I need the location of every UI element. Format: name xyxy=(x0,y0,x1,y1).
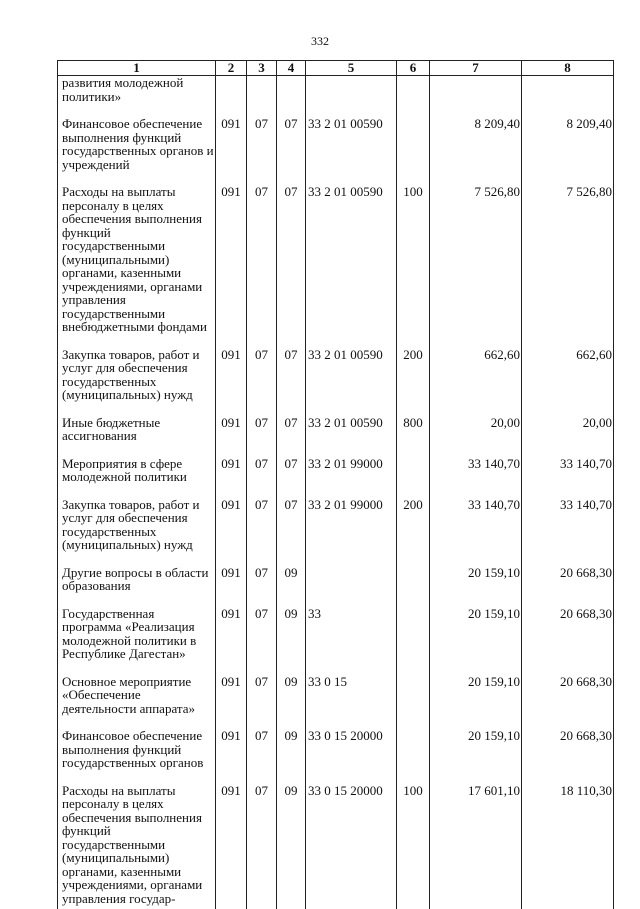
row-name: Расходы на выплаты персоналу в целях обеспечения выполнения функций государственными (муниципальными) органами, казенными учреждениями, органами управления государ- xyxy=(58,784,216,909)
row-name: Государственная программа «Реализация молодежной политики в Республике Дагестан» xyxy=(58,607,216,675)
page-number: 332 xyxy=(0,34,640,49)
amount-col7: 20 159,10 xyxy=(430,607,522,675)
expense-type xyxy=(397,675,430,730)
amount-col7: 33 140,70 xyxy=(430,498,522,566)
amount-col8: 33 140,70 xyxy=(522,498,614,566)
column-header: 3 xyxy=(247,61,277,76)
amount-col7: 17 601,10 xyxy=(430,784,522,909)
admin-code: 091 xyxy=(216,348,247,416)
target-article xyxy=(306,566,397,607)
amount-col8: 8 209,40 xyxy=(522,117,614,185)
table-row xyxy=(58,416,614,457)
target-article: 33 2 01 00590 xyxy=(306,348,397,416)
expense-type xyxy=(397,117,430,185)
table-row xyxy=(58,729,614,784)
admin-code: 091 xyxy=(216,416,247,457)
row-name: Финансовое обеспечение выполнения функций государственных органов xyxy=(58,729,216,784)
section-code xyxy=(247,76,277,118)
row-name: Расходы на выплаты персоналу в целях обеспечения выполнения функций государственными (муниципальными) органами, казенными учреждениями, органами управления государственными внебюджетными фондами xyxy=(58,185,216,348)
table-row xyxy=(58,348,614,416)
target-article: 33 2 01 00590 xyxy=(306,185,397,348)
row-name: Мероприятия в сфере молодежной политики xyxy=(58,457,216,498)
admin-code: 091 xyxy=(216,607,247,675)
column-header: 6 xyxy=(397,61,430,76)
subsection-code: 07 xyxy=(277,117,306,185)
section-code: 07 xyxy=(247,729,277,784)
admin-code: 091 xyxy=(216,185,247,348)
amount-col7: 662,60 xyxy=(430,348,522,416)
table-row xyxy=(58,566,614,607)
admin-code: 091 xyxy=(216,784,247,909)
expense-type xyxy=(397,607,430,675)
amount-col7: 8 209,40 xyxy=(430,117,522,185)
table-row xyxy=(58,607,614,675)
target-article: 33 2 01 99000 xyxy=(306,498,397,566)
subsection-code: 07 xyxy=(277,348,306,416)
admin-code: 091 xyxy=(216,117,247,185)
amount-col8 xyxy=(522,76,614,118)
amount-col8: 33 140,70 xyxy=(522,457,614,498)
column-header: 5 xyxy=(306,61,397,76)
table-row xyxy=(58,498,614,566)
amount-col8: 662,60 xyxy=(522,348,614,416)
column-header: 7 xyxy=(430,61,522,76)
expense-type: 100 xyxy=(397,784,430,909)
expense-type: 800 xyxy=(397,416,430,457)
admin-code: 091 xyxy=(216,566,247,607)
amount-col8: 20 668,30 xyxy=(522,566,614,607)
amount-col7 xyxy=(430,76,522,118)
target-article: 33 2 01 00590 xyxy=(306,117,397,185)
amount-col8: 20 668,30 xyxy=(522,729,614,784)
target-article: 33 0 15 20000 xyxy=(306,729,397,784)
amount-col8: 20 668,30 xyxy=(522,607,614,675)
expense-type: 100 xyxy=(397,185,430,348)
subsection-code: 07 xyxy=(277,416,306,457)
section-code: 07 xyxy=(247,416,277,457)
subsection-code: 09 xyxy=(277,607,306,675)
target-article xyxy=(306,76,397,118)
expense-type xyxy=(397,729,430,784)
amount-col7: 7 526,80 xyxy=(430,185,522,348)
admin-code: 091 xyxy=(216,457,247,498)
expense-type xyxy=(397,566,430,607)
target-article: 33 xyxy=(306,607,397,675)
expense-type xyxy=(397,76,430,118)
row-name: развития молодежной политики» xyxy=(58,76,216,118)
row-name: Закупка товаров, работ и услуг для обеспечения государственных (муниципальных) нужд xyxy=(58,498,216,566)
admin-code xyxy=(216,76,247,118)
subsection-code: 09 xyxy=(277,566,306,607)
table-row xyxy=(58,784,614,909)
amount-col7: 20 159,10 xyxy=(430,675,522,730)
section-code: 07 xyxy=(247,348,277,416)
target-article: 33 2 01 99000 xyxy=(306,457,397,498)
subsection-code: 09 xyxy=(277,675,306,730)
budget-table xyxy=(57,60,614,909)
table-row xyxy=(58,185,614,348)
section-code: 07 xyxy=(247,117,277,185)
expense-type: 200 xyxy=(397,348,430,416)
row-name: Финансовое обеспечение выполнения функций государственных органов и учреждений xyxy=(58,117,216,185)
amount-col8: 18 110,30 xyxy=(522,784,614,909)
target-article: 33 0 15 xyxy=(306,675,397,730)
table-row xyxy=(58,457,614,498)
target-article: 33 0 15 20000 xyxy=(306,784,397,909)
target-article: 33 2 01 00590 xyxy=(306,416,397,457)
amount-col7: 20,00 xyxy=(430,416,522,457)
row-name: Основное мероприятие «Обеспечение деятельности аппарата» xyxy=(58,675,216,730)
subsection-code: 09 xyxy=(277,784,306,909)
expense-type: 200 xyxy=(397,498,430,566)
section-code: 07 xyxy=(247,498,277,566)
table-row xyxy=(58,117,614,185)
section-code: 07 xyxy=(247,607,277,675)
expense-type xyxy=(397,457,430,498)
subsection-code: 07 xyxy=(277,457,306,498)
column-header: 2 xyxy=(216,61,247,76)
table-row xyxy=(58,675,614,730)
section-code: 07 xyxy=(247,457,277,498)
admin-code: 091 xyxy=(216,675,247,730)
amount-col8: 20,00 xyxy=(522,416,614,457)
amount-col7: 20 159,10 xyxy=(430,566,522,607)
admin-code: 091 xyxy=(216,729,247,784)
section-code: 07 xyxy=(247,185,277,348)
column-header: 4 xyxy=(277,61,306,76)
row-name: Иные бюджетные ассигнования xyxy=(58,416,216,457)
amount-col8: 7 526,80 xyxy=(522,185,614,348)
subsection-code xyxy=(277,76,306,118)
admin-code: 091 xyxy=(216,498,247,566)
subsection-code: 07 xyxy=(277,498,306,566)
amount-col7: 33 140,70 xyxy=(430,457,522,498)
amount-col7: 20 159,10 xyxy=(430,729,522,784)
section-code: 07 xyxy=(247,566,277,607)
amount-col8: 20 668,30 xyxy=(522,675,614,730)
column-header: 8 xyxy=(522,61,614,76)
row-name: Закупка товаров, работ и услуг для обеспечения государственных (муниципальных) нужд xyxy=(58,348,216,416)
column-header: 1 xyxy=(58,61,216,76)
section-code: 07 xyxy=(247,675,277,730)
table-row xyxy=(58,76,614,118)
subsection-code: 07 xyxy=(277,185,306,348)
table-header-row xyxy=(58,61,614,76)
row-name: Другие вопросы в области образования xyxy=(58,566,216,607)
section-code: 07 xyxy=(247,784,277,909)
subsection-code: 09 xyxy=(277,729,306,784)
